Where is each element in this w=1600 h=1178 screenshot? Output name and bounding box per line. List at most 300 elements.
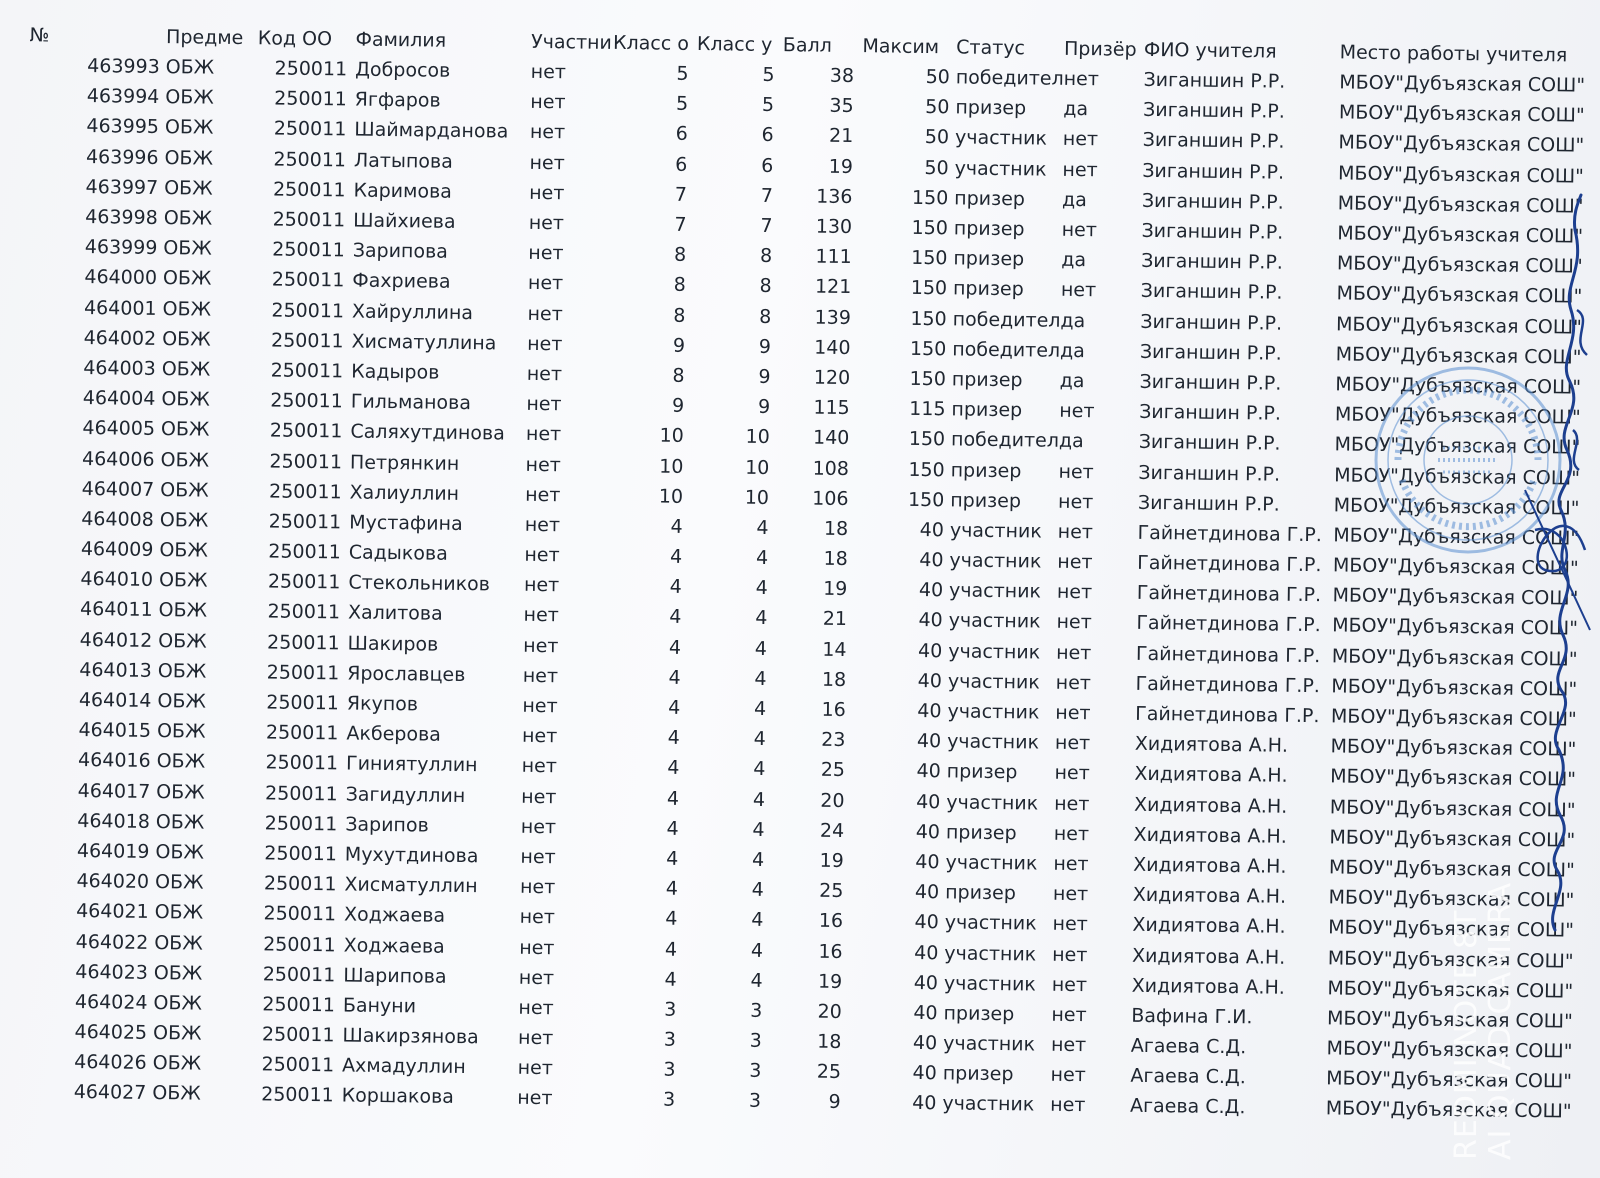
- cell-participant: нет: [520, 845, 556, 869]
- cell-status: участник: [946, 730, 1040, 754]
- cell-class2: 6: [761, 124, 774, 147]
- cell-max: 150: [911, 186, 949, 210]
- camera-watermark: [1450, 882, 1518, 1160]
- cell-workplace: МБОУ"Дубъязская СОШ": [1332, 584, 1579, 610]
- cell-participant: нет: [519, 875, 556, 899]
- cell-max: 40: [915, 820, 941, 844]
- cell-winner: нет: [1055, 671, 1092, 695]
- cell-winner: нет: [1054, 792, 1090, 815]
- cell-class2: 4: [750, 969, 763, 992]
- cell-status: призер: [951, 398, 1023, 422]
- cell-no: 464025: [74, 1021, 148, 1045]
- cell-subject: ОБЖ: [165, 86, 214, 109]
- cell-no: 464017: [77, 779, 151, 803]
- cell-class2: 7: [760, 214, 773, 238]
- cell-participant: нет: [529, 151, 565, 174]
- cell-score: 16: [818, 940, 843, 963]
- cell-lastname: Хайруллина: [351, 300, 474, 324]
- cell-no: 464011: [79, 598, 153, 622]
- cell-winner: нет: [1052, 882, 1089, 906]
- cell-lastname: Кадыров: [351, 360, 440, 384]
- cell-class2: 5: [761, 94, 775, 117]
- cell-teacher: Гайнетдинова Г.Р.: [1135, 642, 1321, 667]
- cell-status: призер: [950, 489, 1022, 513]
- cell-max: 40: [915, 850, 940, 874]
- cell-max: 150: [911, 247, 948, 270]
- cell-class2: 4: [754, 637, 768, 660]
- cell-max: 150: [909, 337, 947, 361]
- cell-class2: 9: [757, 396, 771, 419]
- cell-status: участник: [942, 1092, 1035, 1116]
- cell-score: 25: [820, 759, 846, 782]
- cell-max: 150: [907, 488, 945, 512]
- cell-lastname: Садыкова: [348, 541, 448, 565]
- cell-score: 19: [828, 155, 854, 178]
- cell-participant: нет: [528, 242, 564, 265]
- cell-participant: нет: [527, 272, 564, 295]
- cell-class2: 4: [751, 848, 765, 871]
- cell-code: 250011: [272, 178, 346, 202]
- cell-class1: 10: [658, 485, 684, 508]
- cell-class1: 8: [673, 274, 686, 297]
- cell-no: 464006: [81, 447, 155, 471]
- cell-teacher: Гайнетдинова Г.Р.: [1136, 582, 1322, 607]
- cell-winner: нет: [1061, 218, 1098, 242]
- cell-no: 464023: [75, 960, 149, 984]
- cell-subject: ОБЖ: [165, 56, 215, 79]
- cell-status: участник: [948, 640, 1041, 664]
- cell-lastname: Ходжаева: [343, 903, 446, 928]
- cell-winner: да: [1061, 249, 1087, 272]
- cell-no: 464016: [77, 749, 151, 773]
- cell-workplace: МБОУ"Дубъязская СОШ": [1325, 1097, 1572, 1124]
- cell-class2: 4: [755, 577, 768, 600]
- cell-subject: ОБЖ: [162, 327, 211, 351]
- results-table: [0, 6, 1600, 1127]
- cell-subject: ОБЖ: [153, 961, 203, 985]
- cell-status: призер: [954, 187, 1026, 211]
- cell-class2: 3: [748, 1090, 762, 1113]
- cell-winner: да: [1059, 369, 1085, 393]
- cell-status: участник: [948, 609, 1041, 634]
- cell-teacher: Агаева С.Д.: [1129, 1095, 1246, 1119]
- cell-teacher: Зиганшин Р.Р.: [1140, 280, 1283, 305]
- cell-no: 463999: [84, 236, 158, 260]
- cell-no: 464015: [78, 719, 152, 743]
- cell-status: победител: [952, 338, 1061, 362]
- cell-workplace: МБОУ"Дубъязская СОШ": [1328, 886, 1575, 912]
- cell-code: 250011: [269, 449, 343, 473]
- cell-winner: да: [1063, 98, 1089, 121]
- cell-status: призер: [945, 821, 1017, 845]
- cell-workplace: МБОУ"Дубъязская СОШ": [1330, 705, 1577, 731]
- cell-code: 250011: [273, 117, 347, 141]
- cell-score: 115: [813, 396, 850, 420]
- cell-max: 115: [909, 397, 946, 421]
- cell-lastname: Зарипов: [345, 813, 429, 837]
- cell-lastname: Халиуллин: [349, 481, 460, 505]
- cell-no: 464002: [83, 326, 157, 350]
- cell-participant: нет: [518, 966, 555, 989]
- cell-workplace: МБОУ"Дубъязская СОШ": [1335, 343, 1582, 369]
- cell-score: 18: [821, 668, 847, 691]
- cell-lastname: Петрянкин: [349, 451, 460, 475]
- cell-subject: ОБЖ: [162, 297, 212, 321]
- cell-max: 40: [919, 549, 944, 572]
- cell-participant: нет: [530, 60, 567, 84]
- cell-code: 250011: [266, 631, 340, 655]
- cell-participant: нет: [528, 211, 565, 235]
- cell-code: 250011: [265, 721, 339, 745]
- cell-subject: ОБЖ: [154, 901, 204, 924]
- cell-code: 250011: [269, 419, 343, 443]
- cell-status: участник: [948, 579, 1042, 603]
- cell-no: 464027: [73, 1081, 147, 1105]
- cell-workplace: МБОУ"Дубъязская СОШ": [1329, 826, 1576, 852]
- cell-no: 464012: [79, 628, 153, 652]
- cell-code: 250011: [264, 842, 338, 866]
- cell-no: 464001: [83, 296, 157, 320]
- cell-class2: 4: [755, 546, 769, 570]
- cell-class1: 9: [671, 394, 685, 418]
- cell-workplace: МБОУ"Дубъязская СОШ": [1336, 252, 1583, 278]
- cell-code: 250011: [261, 1053, 335, 1077]
- cell-max: 40: [912, 1062, 937, 1085]
- cell-code: 250011: [274, 57, 348, 81]
- cell-no: 464007: [81, 477, 155, 501]
- cell-status: участник: [944, 941, 1037, 966]
- cell-participant: нет: [521, 725, 558, 748]
- cell-no: 464024: [74, 990, 148, 1014]
- cell-class1: 3: [662, 1089, 676, 1112]
- cell-score: 130: [815, 215, 853, 239]
- cell-subject: ОБЖ: [163, 237, 212, 260]
- cell-max: 50: [925, 66, 950, 89]
- cell-workplace: МБОУ"Дубъязская СОШ": [1333, 524, 1580, 550]
- cell-code: 250011: [267, 570, 341, 594]
- cell-status: участник: [947, 670, 1040, 694]
- cell-status: участник: [943, 972, 1036, 996]
- cell-class2: 10: [745, 426, 770, 449]
- cell-class1: 3: [663, 1028, 677, 1051]
- cell-max: 50: [925, 96, 950, 119]
- cell-class2: 3: [750, 999, 763, 1022]
- cell-participant: нет: [529, 121, 566, 144]
- cell-subject: ОБЖ: [156, 780, 205, 804]
- header-no: №: [29, 24, 50, 47]
- cell-winner: нет: [1056, 611, 1092, 634]
- cell-no: 464000: [84, 266, 158, 290]
- cell-class2: 8: [759, 245, 773, 268]
- cell-teacher: Зиганшин Р.Р.: [1141, 189, 1284, 214]
- cell-class1: 4: [669, 606, 682, 629]
- cell-workplace: МБОУ"Дубъязская СОШ": [1338, 131, 1585, 158]
- cell-teacher: Зиганшин Р.Р.: [1137, 491, 1280, 516]
- cell-no: 464013: [79, 658, 152, 682]
- watermark-line-1: REDMI NOTE 8T: [1449, 909, 1484, 1160]
- cell-max: 150: [911, 216, 949, 240]
- header-teacher: ФИО учителя: [1143, 38, 1277, 63]
- cell-status: призер: [953, 247, 1025, 271]
- cell-lastname: Каримова: [353, 179, 453, 203]
- cell-no: 463994: [86, 85, 160, 109]
- cell-code: 250011: [263, 872, 337, 896]
- cell-class2: 4: [753, 697, 767, 721]
- cell-participant: нет: [522, 664, 559, 688]
- header-class1: Класс о: [612, 31, 690, 55]
- cell-no: 464008: [81, 507, 154, 531]
- cell-subject: ОБЖ: [154, 931, 203, 955]
- cell-winner: нет: [1053, 852, 1089, 876]
- cell-subject: ОБЖ: [157, 690, 207, 713]
- cell-winner: нет: [1055, 701, 1091, 725]
- cell-max: 40: [914, 941, 939, 964]
- cell-subject: ОБЖ: [156, 720, 206, 743]
- cell-winner: нет: [1060, 279, 1097, 302]
- cell-teacher: Гайнетдинова Г.Р.: [1135, 672, 1321, 698]
- cell-status: призер: [950, 458, 1022, 482]
- cell-teacher: Зиганшин Р.Р.: [1138, 431, 1281, 456]
- cell-code: 250011: [268, 540, 341, 564]
- cell-lastname: Мухутдинова: [344, 843, 479, 868]
- cell-class1: 4: [667, 757, 680, 780]
- cell-participant: нет: [521, 755, 557, 778]
- cell-status: победител: [955, 66, 1064, 90]
- cell-workplace: МБОУ"Дубъязская СОШ": [1335, 373, 1582, 399]
- cell-winner: нет: [1053, 822, 1090, 846]
- cell-winner: нет: [1052, 913, 1088, 936]
- cell-score: 25: [816, 1060, 842, 1084]
- cell-participant: нет: [523, 574, 560, 597]
- cell-class1: 4: [665, 877, 679, 900]
- cell-class2: 9: [758, 365, 771, 388]
- cell-subject: ОБЖ: [159, 508, 209, 532]
- cell-teacher: Хидиятова А.Н.: [1131, 944, 1286, 969]
- cell-score: 18: [823, 547, 848, 571]
- cell-teacher: Зиганшин Р.Р.: [1139, 340, 1282, 365]
- cell-code: 250011: [263, 902, 337, 926]
- cell-status: участник: [946, 790, 1039, 815]
- cell-subject: ОБЖ: [160, 418, 210, 442]
- cell-participant: нет: [520, 815, 557, 839]
- cell-participant: нет: [527, 302, 563, 325]
- cell-code: 250011: [270, 359, 344, 383]
- cell-code: 250011: [266, 691, 339, 715]
- cell-lastname: Шаймарданова: [354, 119, 509, 144]
- cell-no: 464018: [77, 809, 151, 833]
- cell-class1: 7: [674, 213, 687, 236]
- cell-class1: 8: [672, 364, 685, 387]
- cell-workplace: МБОУ"Дубъязская СОШ": [1326, 1007, 1573, 1033]
- cell-lastname: Добросов: [355, 58, 451, 82]
- cell-score: 19: [819, 849, 844, 872]
- header-subject: Предме: [165, 26, 244, 50]
- cell-class2: 4: [752, 788, 766, 811]
- cell-workplace: МБОУ"Дубъязская СОШ": [1334, 463, 1581, 490]
- header-class2: Класс у: [696, 33, 773, 57]
- cell-score: 108: [812, 457, 850, 480]
- cell-teacher: Хидиятова А.Н.: [1134, 763, 1288, 788]
- cell-lastname: Бануни: [342, 994, 417, 1018]
- cell-subject: ОБЖ: [159, 539, 209, 562]
- cell-participant: нет: [517, 1087, 553, 1110]
- cell-class2: 4: [753, 758, 766, 781]
- cell-code: 250011: [263, 932, 336, 956]
- cell-no: 464019: [76, 839, 150, 863]
- cell-max: 40: [918, 579, 944, 602]
- cell-class1: 6: [675, 123, 688, 146]
- cell-class2: 4: [751, 909, 764, 932]
- cell-score: 23: [821, 728, 846, 752]
- cell-max: 40: [913, 1001, 938, 1025]
- cell-winner: нет: [1051, 1003, 1087, 1027]
- cell-score: 21: [822, 608, 848, 631]
- cell-class2: 4: [752, 818, 765, 841]
- cell-code: 250011: [268, 480, 342, 504]
- cell-teacher: Гайнетдинова Г.Р.: [1135, 702, 1320, 728]
- cell-participant: нет: [522, 694, 558, 718]
- cell-class1: 4: [669, 545, 683, 568]
- cell-code: 250011: [264, 812, 338, 836]
- cell-lastname: Зарипова: [352, 239, 449, 263]
- cell-workplace: МБОУ"Дубъязская СОШ": [1337, 192, 1584, 218]
- cell-class2: 3: [749, 1060, 762, 1083]
- cell-participant: нет: [524, 543, 560, 567]
- cell-class1: 5: [675, 93, 689, 116]
- cell-status: победител: [952, 307, 1061, 332]
- cell-participant: нет: [529, 181, 565, 205]
- header-code: Код ОО: [257, 27, 333, 51]
- cell-status: призер: [955, 96, 1027, 120]
- cell-no: 463997: [85, 175, 159, 199]
- cell-lastname: Гильманова: [350, 390, 472, 415]
- cell-workplace: МБОУ"Дубъязская СОШ": [1334, 433, 1581, 459]
- cell-score: 16: [821, 698, 846, 722]
- header-max: Максим: [862, 35, 940, 59]
- cell-class1: 4: [666, 817, 679, 840]
- cell-winner: нет: [1062, 158, 1098, 181]
- cell-code: 250011: [261, 1083, 334, 1107]
- cell-class1: 3: [663, 1058, 676, 1082]
- cell-subject: ОБЖ: [164, 116, 214, 140]
- cell-max: 40: [914, 881, 940, 904]
- cell-participant: нет: [523, 634, 559, 657]
- cell-lastname: Халитова: [347, 601, 443, 626]
- cell-score: 35: [829, 95, 854, 118]
- cell-winner: нет: [1056, 641, 1092, 664]
- cell-subject: ОБЖ: [160, 478, 209, 502]
- cell-score: 19: [817, 970, 843, 993]
- cell-teacher: Зиганшин Р.Р.: [1139, 370, 1282, 395]
- cell-score: 16: [818, 910, 844, 933]
- cell-class2: 10: [745, 456, 770, 479]
- cell-status: призер: [953, 217, 1025, 241]
- cell-max: 150: [908, 428, 946, 451]
- cell-winner: нет: [1050, 1094, 1086, 1117]
- cell-subject: ОБЖ: [153, 991, 203, 1015]
- cell-max: 150: [910, 307, 947, 330]
- cell-workplace: МБОУ"Дубъязская СОШ": [1337, 222, 1584, 248]
- cell-max: 40: [918, 609, 943, 632]
- cell-class2: 8: [759, 275, 772, 298]
- cell-winner: да: [1061, 188, 1088, 211]
- cell-lastname: Загидуллин: [345, 783, 466, 807]
- header-status: Статус: [956, 36, 1026, 60]
- cell-class2: 4: [751, 878, 764, 902]
- cell-subject: ОБЖ: [164, 176, 213, 200]
- cell-lastname: Шакирзянова: [342, 1024, 479, 1049]
- cell-class1: 3: [664, 998, 677, 1021]
- cell-no: 463993: [87, 55, 160, 79]
- cell-participant: нет: [517, 1026, 554, 1050]
- cell-status: победител: [950, 428, 1060, 453]
- cell-code: 250011: [267, 600, 341, 624]
- cell-class1: 4: [665, 908, 678, 931]
- cell-lastname: Шарипова: [343, 964, 447, 988]
- cell-teacher: Хидиятова А.Н.: [1133, 793, 1288, 818]
- cell-code: 250011: [261, 1023, 335, 1047]
- cell-workplace: МБОУ"Дубъязская СОШ": [1327, 946, 1574, 973]
- cell-score: 20: [817, 1000, 842, 1023]
- cell-subject: ОБЖ: [164, 146, 214, 170]
- cell-class1: 4: [668, 636, 682, 659]
- cell-workplace: МБОУ"Дубъязская СОШ": [1330, 765, 1577, 791]
- cell-teacher: Зиганшин Р.Р.: [1138, 461, 1281, 486]
- cell-score: 121: [814, 275, 852, 299]
- cell-code: 250011: [274, 87, 347, 111]
- cell-class2: 8: [759, 305, 772, 328]
- cell-teacher: Хидиятова А.Н.: [1131, 974, 1286, 999]
- cell-teacher: Агаева С.Д.: [1130, 1065, 1247, 1089]
- cell-participant: нет: [525, 483, 561, 506]
- cell-max: 50: [924, 126, 950, 149]
- cell-winner: нет: [1057, 520, 1094, 544]
- cell-status: призер: [943, 1002, 1015, 1026]
- cell-no: 464026: [74, 1051, 147, 1075]
- cell-max: 40: [916, 730, 942, 753]
- cell-score: 18: [817, 1030, 842, 1054]
- cell-class2: 4: [750, 939, 764, 962]
- cell-teacher: Зиганшин Р.Р.: [1142, 129, 1285, 154]
- cell-teacher: Агаева С.Д.: [1130, 1034, 1247, 1059]
- cell-class1: 7: [674, 183, 688, 206]
- cell-max: 40: [913, 971, 939, 994]
- cell-participant: нет: [517, 1057, 554, 1080]
- cell-class1: 4: [668, 696, 681, 719]
- cell-subject: ОБЖ: [160, 448, 210, 472]
- cell-workplace: МБОУ"Дубъязская СОШ": [1329, 795, 1576, 822]
- cell-class1: 4: [666, 847, 679, 870]
- cell-workplace: МБОУ"Дубъязская СОШ": [1330, 735, 1577, 761]
- cell-no: 463995: [86, 115, 160, 139]
- cell-class1: 4: [669, 575, 682, 599]
- cell-subject: ОБЖ: [155, 810, 205, 834]
- cell-winner: нет: [1059, 399, 1095, 423]
- cell-workplace: МБОУ"Дубъязская СОШ": [1326, 1067, 1573, 1093]
- cell-subject: ОБЖ: [162, 267, 212, 291]
- cell-code: 250011: [271, 268, 345, 292]
- cell-status: участник: [947, 700, 1040, 724]
- cell-max: 40: [917, 669, 943, 693]
- cell-class2: 4: [753, 728, 766, 751]
- cell-workplace: МБОУ"Дубъязская СОШ": [1331, 675, 1578, 701]
- cell-subject: ОБЖ: [157, 659, 207, 683]
- cell-code: 250011: [268, 510, 342, 534]
- cell-status: призер: [952, 277, 1024, 301]
- cell-max: 150: [908, 458, 945, 481]
- cell-score: 38: [829, 64, 855, 88]
- cell-max: 40: [912, 1032, 938, 1055]
